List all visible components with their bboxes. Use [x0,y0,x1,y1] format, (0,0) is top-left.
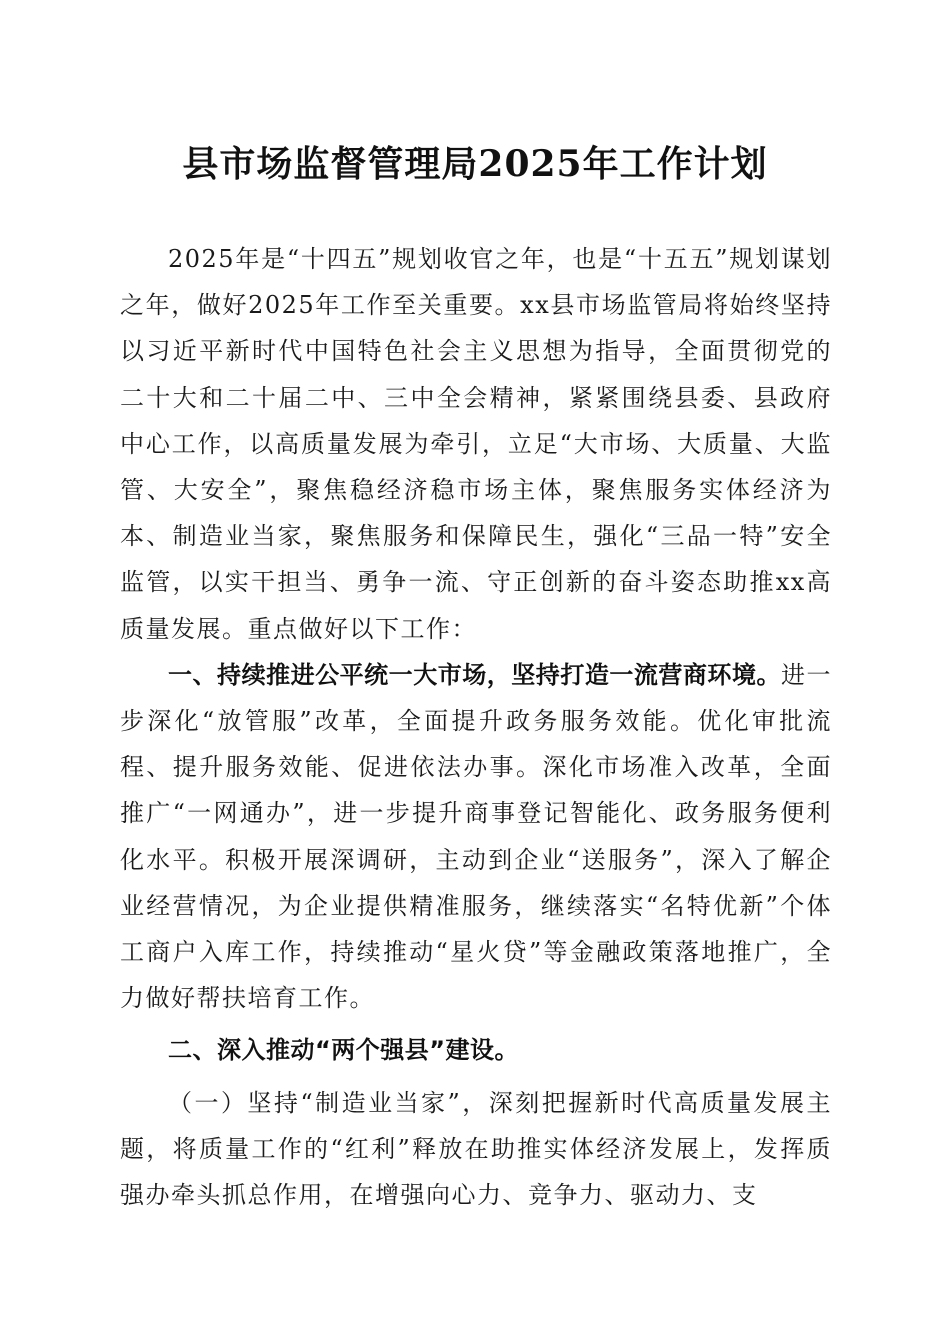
section-1-paragraph [120,652,832,1022]
section-2-sub-1-paragraph: （一）坚持“制造业当家”，深刻把握新时代高质量发展主题，将质量工作的“红利”释放在助推实体经济发展上，发挥质强办牵头抓总作用，在增强向心力、竞争力、驱动力、支 [120,1088,832,1210]
intro-paragraph: 2025年是“十四五”规划收官之年，也是“十五五”规划谋划之年，做好2025年工作至关重要。xx县市场监管局将始终坚持以习近平新时代中国特色社会主义思想为指导，全面贯彻党的二十大和二十届二中、三中全会精神，紧紧围绕县委、县政府中心工作，以高质量发展为牵引，立足“大市场、大质量、大监管、大安全”，聚焦稳经济稳市场主体，聚焦服务实体经济为本、制造业当家，聚焦服务和保障民生，强化“三品一特”安全监管，以实干担当、勇争一流、守正创新的奋斗姿态助推xx高质量发展。重点做好以下工作： [120,245,832,643]
section-1-heading: 一、持续推进公平统一大市场，坚持打造一流营商环境。 [168,660,781,689]
section-2-heading: 二、深入推动“两个强县”建设。 [168,1036,520,1065]
section-1-text: 进一步深化“放管服”改革，全面提升政务服务效能。优化审批流程、提升服务效能、促进依法办事。深化市场准入改革，全面推广“一网通办”，进一步提升商事登记智能化、政务服务便利化水平。积极开展深调研，主动到企业“送服务”，深入了解企业经营情况，为企业提供精准服务，继续落实“名特优新”个体工商户入库工作，持续推动“星火贷”等金融政策落地推广，全力做好帮扶培育工作。 [120,660,833,1013]
document-title: 县市场监督管理局2025年工作计划 [182,143,768,185]
document-body [120,236,832,1218]
